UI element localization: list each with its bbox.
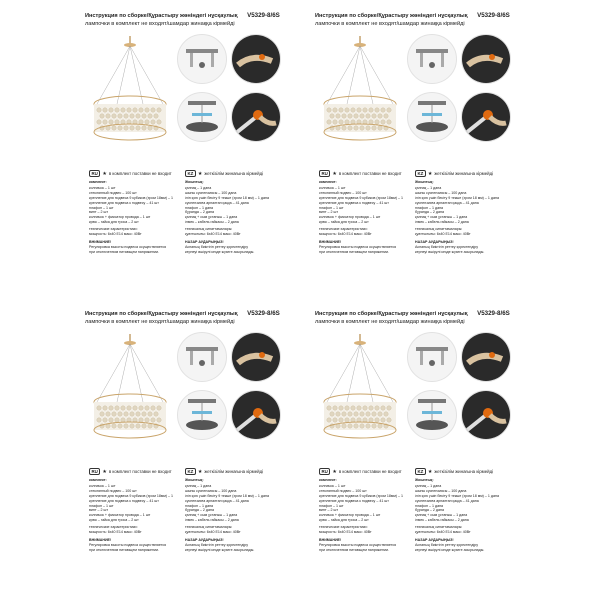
badge-kz	[415, 468, 493, 475]
ru-warning-heading: ВНИМАНИЕ!	[319, 239, 342, 244]
instruction-title	[85, 12, 280, 19]
kz-line: ілмек – кабель гайкасы – 2 дана	[185, 220, 239, 225]
kz-line: іліп қою үшін бекіту 9 текше (хром 18 мм) – 1 дана	[185, 195, 269, 200]
kz-tech-line: қуаттылығы: 6х40 Е14 макс: 40Вт	[415, 530, 471, 535]
star-icon: ★	[197, 469, 203, 475]
instruction-sheet-bottom-left	[85, 310, 335, 570]
badge-kz-text: жеткізілім жинағына кірмейді	[434, 469, 494, 474]
step-photo-1	[177, 332, 227, 382]
kz-line: бұранда – 2 дана	[415, 508, 445, 513]
step-photo-2	[461, 332, 511, 382]
ru-tech-heading: технические характеристики:	[319, 227, 368, 232]
kz-warning-line: кернеуі өшірулі кезде жүзеге асырылады.	[415, 249, 485, 254]
kz-line: бұранда – 2 дана	[185, 508, 215, 513]
kz-line: плафон – 1 дана	[415, 503, 444, 508]
model-number: V5329-8/6S	[477, 12, 510, 19]
ru-flag-icon: RU	[89, 468, 100, 475]
step-photo-4	[461, 92, 511, 142]
kz-warning-heading: НАЗАР АУДАРЫҢЫЗ!	[185, 239, 224, 244]
lamp-illustration-icon	[317, 34, 403, 154]
star-icon: ★	[427, 469, 433, 475]
step-photo-3	[407, 390, 457, 440]
ru-column	[89, 180, 199, 255]
instruction-sheet-top-right	[315, 12, 565, 272]
kz-warning-heading: НАЗАР АУДАРЫҢЫЗ!	[415, 239, 454, 244]
model-number: V5329-8/6S	[477, 310, 510, 317]
step-photo-2	[461, 34, 511, 84]
kz-heading: Жиынтық:	[415, 180, 434, 184]
step-photo-1	[407, 34, 457, 84]
subtitle: лампочки в комплект не входят/шамдар жинаққа кірмейді	[85, 21, 235, 27]
ru-line: плафон – 1 шт	[319, 205, 344, 210]
badge-kz-text: жеткізілім жинағына кірмейді	[204, 171, 264, 176]
kz-column	[185, 478, 295, 553]
ru-line: винт – 2 шт	[89, 210, 109, 215]
ru-line: колпачок + фиксатор провода – 1 шт	[319, 513, 381, 518]
ru-line: крепление для подвеса к подвесу – 41 шт	[89, 200, 159, 205]
kz-line: қалпақ – 1 дана	[415, 483, 442, 488]
star-icon: ★	[332, 469, 337, 475]
kz-line: іліп қою үшін бекіту 9 текше (хром 18 мм) – 1 дана	[415, 195, 499, 200]
ru-line: крепление для подвеса к подвесу – 41 шт	[89, 498, 159, 503]
ru-line: крепление для подвеса 9 кубиков (хром 18мм) – 1	[319, 493, 403, 498]
ru-warning-line: Регулировка высоты подвеса осуществляется	[89, 244, 167, 249]
kz-line: қалпақ + сым ұстағыш – 1 дана	[415, 513, 468, 518]
ru-line: крюк – гайка для троса – 2 шт	[89, 518, 139, 523]
kz-line: бұранда – 2 дана	[415, 210, 445, 215]
kz-column	[185, 180, 295, 255]
ru-line: крюк – гайка для троса – 2 шт	[319, 220, 369, 225]
ru-warning-line: Регулировка высоты подвеса осуществляется	[319, 542, 397, 547]
ru-tech-heading: технические характеристики:	[319, 525, 368, 530]
ru-line: винт – 2 шт	[319, 508, 339, 513]
ru-tech-heading: технические характеристики:	[89, 525, 138, 530]
kz-line: шыны суспензиясы – 100 дана	[185, 190, 237, 195]
kz-line: шыны суспензиясы – 100 дана	[415, 190, 467, 195]
ru-line: стеклянный подвес – 100 шт	[89, 190, 137, 195]
kz-flag-icon: KZ	[185, 170, 196, 177]
ru-heading: комплект:	[89, 478, 107, 482]
badge-ru-text: в комплект поставки не входит	[108, 469, 172, 474]
ru-warning-line: при отключенном питающем напряжении.	[89, 249, 160, 254]
kz-column	[415, 478, 525, 553]
ru-line: крюк – гайка для троса – 2 шт	[319, 518, 369, 523]
ru-warning-line: при отключенном питающем напряжении.	[89, 547, 160, 552]
badge-kz	[185, 468, 263, 475]
ru-line: стеклянный подвес – 100 шт	[319, 190, 367, 195]
badge-ru	[89, 468, 172, 475]
instruction-sheet-top-left	[85, 12, 335, 272]
kz-line: шыны суспензиясы – 100 дана	[185, 488, 237, 493]
kz-line: қалпақ + сым ұстағыш – 1 дана	[185, 215, 238, 220]
subtitle: лампочки в комплект не входят/шамдар жинаққа кірмейді	[315, 21, 465, 27]
ru-warning-heading: ВНИМАНИЕ!	[89, 239, 112, 244]
model-number: V5329-8/6S	[247, 310, 280, 317]
ru-flag-icon: RU	[319, 170, 330, 177]
kz-warning-line: Аспаның биіктігін реттеу қоректендіру	[185, 244, 249, 249]
ru-flag-icon: RU	[319, 468, 330, 475]
kz-warning-line: Аспаның биіктігін реттеу қоректендіру	[185, 542, 249, 547]
star-icon: ★	[102, 469, 107, 475]
assembly-steps	[175, 34, 285, 152]
kz-column	[415, 180, 525, 255]
kz-line: бұранда – 2 дана	[185, 210, 215, 215]
ru-warning-line: Регулировка высоты подвеса осуществляется	[89, 542, 167, 547]
star-icon: ★	[427, 171, 433, 177]
step-photo-4	[231, 92, 281, 142]
step-photo-2	[231, 34, 281, 84]
kz-line: қалпақ – 1 дана	[415, 185, 442, 190]
kz-line: плафон – 1 дана	[185, 503, 214, 508]
ru-flag-icon: RU	[89, 170, 100, 177]
kz-line: қалпақ – 1 дана	[185, 185, 212, 190]
ru-tech-line: мощность: 6х40 Е14 макс: 40Вт	[319, 530, 372, 535]
kz-heading: Жиынтық:	[415, 478, 434, 482]
ru-column	[319, 478, 429, 553]
kz-warning-line: Аспаның биіктігін реттеу қоректендіру	[415, 244, 479, 249]
kz-line: іліп қою үшін бекіту 9 текше (хром 18 мм) – 1 дана	[185, 493, 269, 498]
kz-tech-heading: техникалық сипаттамалары:	[415, 227, 463, 232]
ru-warning-line: при отключенном питающем напряжении.	[319, 249, 390, 254]
badge-ru-text: в комплект поставки не входит	[338, 469, 402, 474]
title-text: Инструкция по сборке/Құрастыру жөніндегі нұсқаулық	[315, 13, 468, 19]
ru-line: крепление для подвеса 9 кубиков (хром 18мм) – 1	[89, 195, 173, 200]
title-text: Инструкция по сборке/Құрастыру жөніндегі нұсқаулық	[85, 311, 238, 317]
ru-line: крюк – гайка для троса – 2 шт	[89, 220, 139, 225]
instruction-title	[315, 310, 510, 317]
badge-ru	[89, 170, 172, 177]
step-photo-2	[231, 332, 281, 382]
title-text: Инструкция по сборке/Құрастыру жөніндегі нұсқаулық	[315, 311, 468, 317]
lamp-illustration-icon	[87, 332, 173, 452]
ru-tech-line: мощность: 6х40 Е14 макс: 40Вт	[89, 530, 142, 535]
assembly-steps	[405, 34, 515, 152]
kz-warning-heading: НАЗАР АУДАРЫҢЫЗ!	[185, 537, 224, 542]
kz-line: суспензияға арналған қаңқа – 41 дана	[415, 200, 479, 205]
ru-line: плафон – 1 шт	[89, 503, 114, 508]
badge-ru	[319, 468, 402, 475]
instruction-title	[315, 12, 510, 19]
badge-ru-text: в комплект поставки не входит	[108, 171, 172, 176]
ru-heading: комплект:	[319, 180, 337, 184]
ru-line: крепление для подвеса к подвесу – 41 шт	[319, 200, 389, 205]
ru-line: колпачок – 1 шт	[319, 185, 346, 190]
ru-heading: комплект:	[319, 478, 337, 482]
assembly-steps	[405, 332, 515, 450]
ru-line: колпачок – 1 шт	[319, 483, 346, 488]
lamp-illustration-icon	[317, 332, 403, 452]
step-photo-4	[461, 390, 511, 440]
kz-line: қалпақ – 1 дана	[185, 483, 212, 488]
kz-line: ілмек – кабель гайкасы – 2 дана	[185, 518, 239, 523]
ru-tech-line: мощность: 6х40 Е14 макс: 40Вт	[319, 232, 372, 237]
kz-tech-heading: техникалық сипаттамалары:	[415, 525, 463, 530]
badge-kz-text: жеткізілім жинағына кірмейді	[434, 171, 494, 176]
ru-line: винт – 2 шт	[319, 210, 339, 215]
ru-line: плафон – 1 шт	[89, 205, 114, 210]
ru-line: колпачок + фиксатор провода – 1 шт	[89, 215, 151, 220]
ru-warning-line: Регулировка высоты подвеса осуществляется	[319, 244, 397, 249]
subtitle: лампочки в комплект не входят/шамдар жинаққа кірмейді	[315, 319, 465, 325]
kz-tech-line: қуаттылығы: 6х40 Е14 макс: 40Вт	[185, 530, 241, 535]
badge-kz-text: жеткізілім жинағына кірмейді	[204, 469, 264, 474]
kz-flag-icon: KZ	[185, 468, 196, 475]
ru-line: крепление для подвеса 9 кубиков (хром 18мм) – 1	[89, 493, 173, 498]
ru-line: колпачок + фиксатор провода – 1 шт	[319, 215, 381, 220]
badge-kz	[415, 170, 493, 177]
step-photo-1	[407, 332, 457, 382]
ru-line: крепление для подвеса 9 кубиков (хром 18мм) – 1	[319, 195, 403, 200]
ru-column	[319, 180, 429, 255]
kz-line: плафон – 1 дана	[185, 205, 214, 210]
ru-tech-heading: технические характеристики:	[89, 227, 138, 232]
instruction-title	[85, 310, 280, 317]
step-photo-3	[177, 390, 227, 440]
kz-line: суспензияға арналған қаңқа – 41 дана	[185, 200, 249, 205]
ru-line: колпачок – 1 шт	[89, 483, 116, 488]
kz-warning-line: кернеуі өшірулі кезде жүзеге асырылады.	[415, 547, 485, 552]
kz-warning-heading: НАЗАР АУДАРЫҢЫЗ!	[415, 537, 454, 542]
kz-line: плафон – 1 дана	[415, 205, 444, 210]
kz-flag-icon: KZ	[415, 170, 426, 177]
ru-warning-line: при отключенном питающем напряжении.	[319, 547, 390, 552]
ru-warning-heading: ВНИМАНИЕ!	[319, 537, 342, 542]
ru-line: колпачок + фиксатор провода – 1 шт	[89, 513, 151, 518]
badge-ru-text: в комплект поставки не входит	[338, 171, 402, 176]
kz-warning-line: Аспаның биіктігін реттеу қоректендіру	[415, 542, 479, 547]
star-icon: ★	[332, 171, 337, 177]
kz-tech-line: қуаттылығы: 6х40 Е14 макс: 40Вт	[415, 232, 471, 237]
kz-line: іліп қою үшін бекіту 9 текше (хром 18 мм) – 1 дана	[415, 493, 499, 498]
star-icon: ★	[197, 171, 203, 177]
title-text: Инструкция по сборке/Құрастыру жөніндегі нұсқаулық	[85, 13, 238, 19]
instruction-sheet-bottom-right	[315, 310, 565, 570]
kz-warning-line: кернеуі өшірулі кезде жүзеге асырылады.	[185, 547, 255, 552]
step-photo-4	[231, 390, 281, 440]
assembly-steps	[175, 332, 285, 450]
badge-kz	[185, 170, 263, 177]
ru-line: плафон – 1 шт	[319, 503, 344, 508]
ru-heading: комплект:	[89, 180, 107, 184]
ru-line: крепление для подвеса к подвесу – 41 шт	[319, 498, 389, 503]
subtitle: лампочки в комплект не входят/шамдар жинаққа кірмейді	[85, 319, 235, 325]
star-icon: ★	[102, 171, 107, 177]
badge-ru	[319, 170, 402, 177]
ru-tech-line: мощность: 6х40 Е14 макс: 40Вт	[89, 232, 142, 237]
kz-tech-line: қуаттылығы: 6х40 Е14 макс: 40Вт	[185, 232, 241, 237]
ru-line: стеклянный подвес – 100 шт	[319, 488, 367, 493]
kz-line: суспензияға арналған қаңқа – 41 дана	[415, 498, 479, 503]
ru-line: стеклянный подвес – 100 шт	[89, 488, 137, 493]
model-number: V5329-8/6S	[247, 12, 280, 19]
step-photo-3	[407, 92, 457, 142]
kz-line: қалпақ + сым ұстағыш – 1 дана	[415, 215, 468, 220]
kz-tech-heading: техникалық сипаттамалары:	[185, 525, 233, 530]
kz-line: қалпақ + сым ұстағыш – 1 дана	[185, 513, 238, 518]
kz-heading: Жиынтық:	[185, 478, 204, 482]
ru-line: колпачок – 1 шт	[89, 185, 116, 190]
ru-line: винт – 2 шт	[89, 508, 109, 513]
kz-line: шыны суспензиясы – 100 дана	[415, 488, 467, 493]
kz-line: ілмек – кабель гайкасы – 2 дана	[415, 518, 469, 523]
ru-warning-heading: ВНИМАНИЕ!	[89, 537, 112, 542]
kz-heading: Жиынтық:	[185, 180, 204, 184]
kz-warning-line: кернеуі өшірулі кезде жүзеге асырылады.	[185, 249, 255, 254]
step-photo-3	[177, 92, 227, 142]
lamp-illustration-icon	[87, 34, 173, 154]
ru-column	[89, 478, 199, 553]
kz-line: ілмек – кабель гайкасы – 2 дана	[415, 220, 469, 225]
kz-flag-icon: KZ	[415, 468, 426, 475]
step-photo-1	[177, 34, 227, 84]
kz-tech-heading: техникалық сипаттамалары:	[185, 227, 233, 232]
kz-line: суспензияға арналған қаңқа – 41 дана	[185, 498, 249, 503]
